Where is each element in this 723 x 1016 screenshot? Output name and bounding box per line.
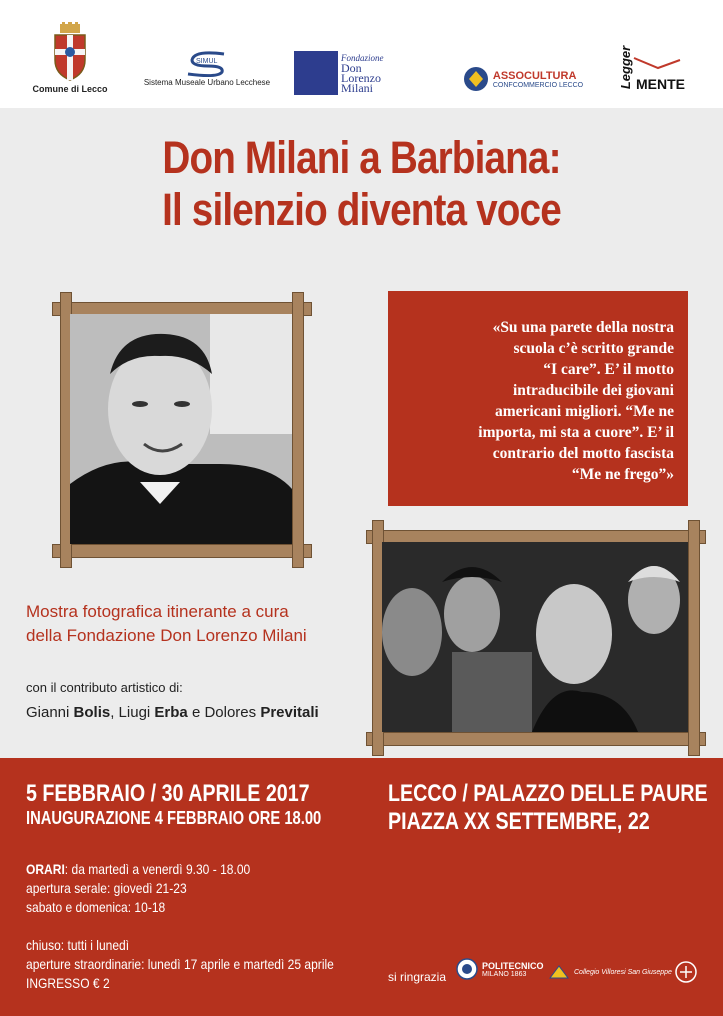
artist-first-name: Gianni	[26, 704, 74, 721]
sponsor-emblem-icon	[674, 958, 698, 990]
exhibit-dates: 5 FEBBRAIO / 30 APRILE 2017	[26, 780, 310, 807]
quote-line: intraducibile dei giovani	[512, 382, 674, 399]
leggermente-logo	[614, 34, 684, 96]
comune-di-lecco-logo	[30, 22, 110, 94]
portrait-frame	[52, 292, 312, 568]
hours-weekend: sabato e domenica: 10-18	[26, 899, 166, 915]
info-band	[0, 758, 723, 1016]
politecnico-sub: MILANO 1863	[482, 970, 527, 978]
inauguration-info: INAUGURAZIONE 4 FEBBRAIO ORE 18.00	[26, 808, 322, 828]
artist-last-name: Bolis	[73, 704, 111, 721]
leggermente-book-icon	[614, 34, 684, 96]
thanks-label: si ringrazia	[388, 970, 447, 984]
fondazione-line-3: Lorenzo	[341, 71, 381, 85]
quote-line: “Me ne frego”»	[571, 466, 674, 483]
quote-line: “I care”. E’ il motto	[543, 361, 674, 378]
assocultura-name: ASSOCULTURA	[492, 69, 577, 82]
fondazione-emblem-icon	[294, 51, 338, 95]
artist-last-name: Previtali	[260, 704, 319, 721]
special-openings: aperture straordinarie: lunedì 17 aprile e martedì 25 aprile	[26, 956, 334, 972]
ticket-price: INGRESSO € 2	[26, 975, 110, 991]
hours-evening: apertura serale: giovedì 21-23	[26, 880, 187, 896]
exhibit-subtitle	[26, 600, 366, 648]
artists-list	[26, 704, 319, 721]
quote-line: «Su una parete della nostra	[492, 319, 674, 336]
subtitle-line-2: della Fondazione Don Lorenzo Milani	[26, 626, 307, 645]
fondazione-milani-logo	[294, 50, 404, 96]
coat-of-arms-icon	[50, 22, 90, 82]
assocultura-emblem-icon	[463, 66, 489, 92]
sponsor-header	[0, 0, 723, 108]
quote-line: scuola c’è scritto grande	[513, 340, 674, 357]
artist-last-name: Erba	[154, 704, 188, 721]
simul-label: Sistema Museale Urbano Lecchese	[143, 78, 271, 87]
portrait-image-icon	[70, 314, 292, 544]
milani-portrait-photo	[70, 314, 292, 544]
boys-group-photo	[382, 542, 688, 732]
frame-bar-bottom	[52, 544, 312, 558]
quote-line: importa, mi sta a cuore”. E’ il	[478, 424, 674, 441]
collegio-name: Collegio Villoresi San Giuseppe	[574, 968, 672, 976]
artist-separator: e Dolores	[187, 704, 261, 721]
fondazione-line-2: Don	[341, 61, 362, 75]
fondazione-line-4: Milani	[341, 81, 373, 95]
quote-line: americani migliori. “Me ne	[494, 403, 674, 420]
venue-line-2: PIAZZA XX SETTEMBRE, 22	[388, 808, 650, 835]
mente-text: MENTE	[636, 76, 685, 92]
page-title	[85, 132, 638, 236]
artist-separator: , Liugi	[110, 704, 155, 721]
fondazione-line-1: Fondazione	[341, 53, 384, 63]
politecnico-name: POLITECNICO	[482, 960, 544, 971]
group-image-icon	[382, 542, 688, 732]
subtitle-line-1: Mostra fotografica itinerante a cura	[26, 602, 289, 621]
politecnico-logo	[456, 958, 544, 980]
politecnico-seal-icon	[456, 958, 478, 980]
contribution-label: con il contributo artistico di:	[26, 680, 183, 695]
opening-hours	[26, 860, 250, 917]
frame-bar-bottom	[366, 732, 706, 746]
simul-logo	[142, 50, 272, 87]
closed-days: chiuso: tutti i lunedì	[26, 937, 130, 953]
group-photo-frame	[366, 520, 706, 756]
title-line-1: Don Milani a Barbiana:	[162, 132, 561, 183]
hours-weekdays: : da martedì a venerdì 9.30 - 18.00	[64, 861, 251, 877]
collegio-emblem-icon	[548, 964, 570, 980]
venue-line-1: LECCO / PALAZZO DELLE PAURE	[388, 780, 708, 807]
quote-line: contrario del motto fascista	[492, 445, 674, 462]
collegio-logo	[548, 964, 672, 980]
frame-bar-right	[688, 520, 700, 756]
frame-bar-right	[292, 292, 304, 568]
assocultura-logo	[458, 66, 588, 92]
legger-text: Legger	[618, 45, 634, 90]
comune-label: Comune di Lecco	[32, 84, 108, 94]
hours-label: ORARI	[26, 861, 65, 877]
assocultura-sub: CONFCOMMERCIO LECCO	[492, 81, 584, 89]
simul-text: SIMUL	[196, 58, 218, 65]
quote-box	[388, 291, 688, 506]
closing-info	[26, 936, 334, 993]
title-line-2: Il silenzio diventa voce	[162, 184, 561, 235]
